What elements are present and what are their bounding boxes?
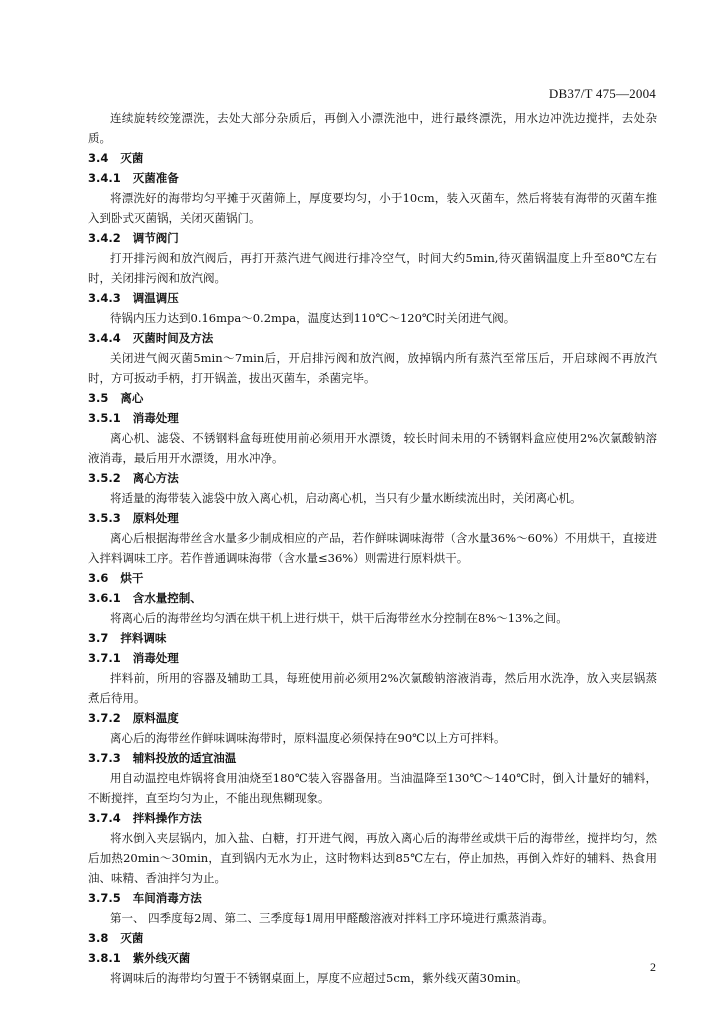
section-heading: 3.6 烘干 [88,571,144,585]
section-heading: 3.5 离心 [88,391,144,405]
section-heading: 3.8.1 紫外线灭菌 [88,951,191,965]
document-body [88,108,657,988]
section-heading: 3.6.1 含水量控制、 [88,591,202,605]
section-heading: 3.7.4 拌料操作方法 [88,811,202,825]
section-heading: 3.7.5 车间消毒方法 [88,891,202,905]
section-heading: 3.4.2 调节阀门 [88,231,179,245]
section-heading: 3.5.3 原料处理 [88,511,179,525]
section-heading: 3.4.3 调温调压 [88,291,179,305]
standard-code-header: DB37/T 475—2004 [548,86,656,101]
section-heading: 3.7.1 消毒处理 [88,651,179,665]
paragraph: 将漂洗好的海带均匀平摊于灭菌筛上，厚度要均匀，小于10cm，装入灭菌车，然后将装有海带的灭菌车推入到卧式灭菌锅，关闭灭菌锅门。 [88,191,657,225]
section-heading: 3.5.1 消毒处理 [88,411,179,425]
paragraph: 离心后的海带丝作鲜味调味海带时，原料温度必须保持在90℃以上方可拌料。 [110,731,506,745]
paragraph: 待锅内压力达到0.16mpa～0.2mpa，温度达到110℃～120℃时关闭进气阀。 [110,311,516,325]
paragraph: 打开排污阀和放汽阀后，再打开蒸汽进气阀进行排冷空气，时间大约5min,待灭菌锅温度上升至80℃左右时，关闭排污阀和放汽阀。 [88,251,657,285]
section-heading: 3.7 拌料调味 [88,631,167,645]
paragraph: 将适量的海带装入滤袋中放入离心机，启动离心机，当只有少量水断续流出时，关闭离心机。 [110,491,582,505]
paragraph: 连续旋转绞笼漂洗，去处大部分杂质后，再倒入小漂洗池中，进行最终漂洗，用水边冲洗边搅拌，去处杂质。 [88,111,657,145]
section-heading: 3.4.1 灭菌准备 [88,171,179,185]
paragraph: 将离心后的海带丝均匀洒在烘干机上进行烘干，烘干后海带丝水分控制在8%～13%之间。 [110,611,568,625]
section-heading: 3.4.4 灭菌时间及方法 [88,331,214,345]
paragraph: 第一、 四季度每2周、第二、三季度每1周用甲醛酸溶液对拌料工序环境进行熏蒸消毒。 [110,911,554,925]
paragraph: 将调味后的海带均匀置于不锈钢桌面上，厚度不应超过5cm，紫外线灭菌30min。 [110,971,528,985]
paragraph: 离心后根据海带丝含水量多少制成相应的产品，若作鲜味调味海带（含水量36%～60%）不用烘干，直接进入拌料调味工序。若作普通调味海带（含水量≤36%）则需进行原料烘干。 [88,531,657,565]
section-heading: 3.4 灭菌 [88,151,144,165]
section-heading: 3.7.2 原料温度 [88,711,179,725]
section-heading: 3.5.2 离心方法 [88,471,179,485]
section-heading: 3.7.3 辅料投放的适宜油温 [88,751,237,765]
paragraph: 拌料前，所用的容器及辅助工具，每班使用前必须用2%次氯酸钠溶液消毒，然后用水洗净，放入夹层锅蒸煮后待用。 [88,671,657,705]
paragraph: 用自动温控电炸锅将食用油烧至180℃装入容器备用。当油温降至130℃～140℃时，倒入计量好的辅料，不断搅拌，直至均匀为止，不能出现焦糊现象。 [88,771,657,805]
paragraph: 关闭进气阀灭菌5min～7min后，开启排污阀和放汽阀，放掉锅内所有蒸汽至常压后，开启球阀不再放汽时，方可扳动手柄，打开锅盖，拔出灭菌车，杀菌完毕。 [88,351,657,385]
section-heading: 3.8 灭菌 [88,931,144,945]
paragraph: 将水倒入夹层锅内，加入盐、白糖，打开进气阀，再放入离心后的海带丝或烘干后的海带丝，搅拌均匀，然后加热20min～30min，直到锅内无水为止，这时物料达到85℃左右，停止加热，再倒入炸好的辅料、热食用油、味精、香油拌匀为止。 [88,831,657,885]
paragraph: 离心机、滤袋、不锈钢料盒每班使用前必须用开水漂烫，较长时间未用的不锈钢料盒应使用2%次氯酸钠溶液消毒，最后用开水漂烫，用水冲净。 [88,431,657,465]
page-number: 2 [650,960,656,974]
